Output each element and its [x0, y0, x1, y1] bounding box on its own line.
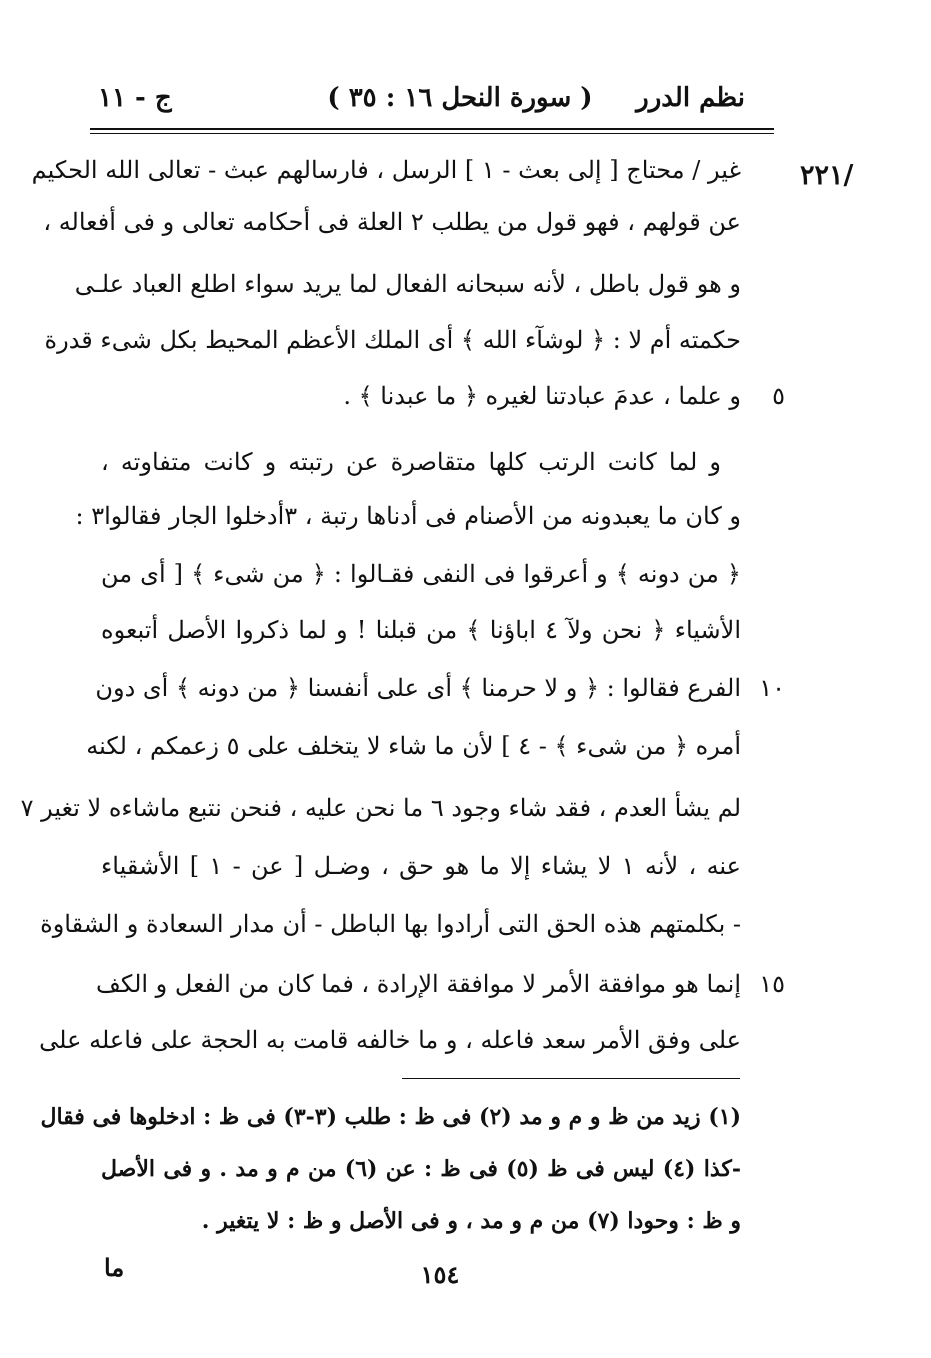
volume-label: ج - ١١ [98, 83, 172, 113]
text-line: و لما كانت الرتب كلها متقاصرة عن رتبته و كانت متفاوته ، [101, 448, 721, 476]
page-number: ١٥٤ [420, 1260, 460, 1289]
text-line: - بكلمتهم هذه الحق التى أرادوا بها الباطل - أن مدار السعادة و الشقاوة [40, 910, 741, 938]
text-line: الفرع فقالوا : ﴿ و لا حرمنا ﴾ أى على أنفسنا ﴿ من دونه ﴾ أى دون [95, 674, 741, 702]
footnote-line: (١) زيد من ظ و م و مد (٢) فى ظ : طلب (٣-٣) فى ظ : ادخلوها فى فقال [40, 1104, 741, 1130]
text-line: و كان ما يعبدونه من الأصنام فى أدناها رتبة ، ٣أدخلوا الجار فقالوا٣ : [75, 502, 741, 530]
text-line: ﴿ من دونه ﴾ و أعرقوا فى النفى فقـالوا : ﴿ من شىء ﴾ [ أى من [101, 560, 741, 588]
text-line: إنما هو موافقة الأمر لا موافقة الإرادة ، فما كان من الفعل و الكف [95, 970, 741, 998]
text-line: و علما ، عدمَ عبادتنا لغيره ﴿ ما عبدنا ﴾ . [343, 382, 741, 410]
text-line: عن قولهم ، فهو قول من يطلب ٢ العلة فى أحكامه تعالى و فى أفعاله ، [43, 208, 741, 236]
text-line: لم يشأ العدم ، فقد شاء وجود ٦ ما نحن عليه ، فنحن نتبع ماشاءه لا تغير ٧ [20, 794, 741, 822]
catchword: ما [104, 1253, 125, 1282]
text-line: و هو قول باطل ، لأنه سبحانه الفعال لما يريد سواء اطلع العباد علـى [74, 270, 741, 298]
text-line: أمره ﴿ من شىء ﴾ - ٤ ] لأن ما شاء لا يتخلف على ٥ زعمكم ، لكنه [86, 732, 741, 760]
text-line: الأشياء ﴿ نحن ولآ ٤ اباؤنا ﴾ من قبلنا ! و لما ذكروا الأصل أتبعوه [101, 616, 741, 644]
manuscript-folio-mark: /٢٢١ [800, 160, 854, 191]
line-number: ١٠ [759, 674, 785, 702]
header-rule [90, 128, 774, 130]
text-line: غير / محتاج [ إلى بعث - ١ ] الرسل ، فارسالهم عبث - تعالى الله الحكيم [31, 156, 741, 184]
text-line: على وفق الأمر سعد فاعله ، و ما خالفه قامت به الحجة على فاعله على [39, 1026, 741, 1054]
running-title: نظم الدرر [636, 83, 745, 113]
text-line: حكمته أم لا : ﴿ لوشآء الله ﴾ أى الملك الأعظم المحيط بكل شىء قدرة [44, 326, 741, 354]
footnote-line: -كذا (٤) ليس فى ظ (٥) فى ظ : عن (٦) من م و مد . و فى الأصل [101, 1156, 741, 1182]
footnote-rule [402, 1078, 740, 1079]
line-number: ١٥ [759, 970, 785, 998]
line-number: ٥ [772, 382, 785, 410]
surah-reference: ( سورة النحل ١٦ : ٣٥ ) [327, 83, 593, 113]
text-line: عنه ، لأنه ١ لا يشاء إلا ما هو حق ، وضـل [ عن - ١ ] الأشقياء [101, 852, 741, 880]
footnote-line: و ظ : وحودا (٧) من م و مد ، و فى الأصل و ظ : لا يتغير . [201, 1208, 741, 1234]
header-rule-thin [90, 133, 774, 134]
